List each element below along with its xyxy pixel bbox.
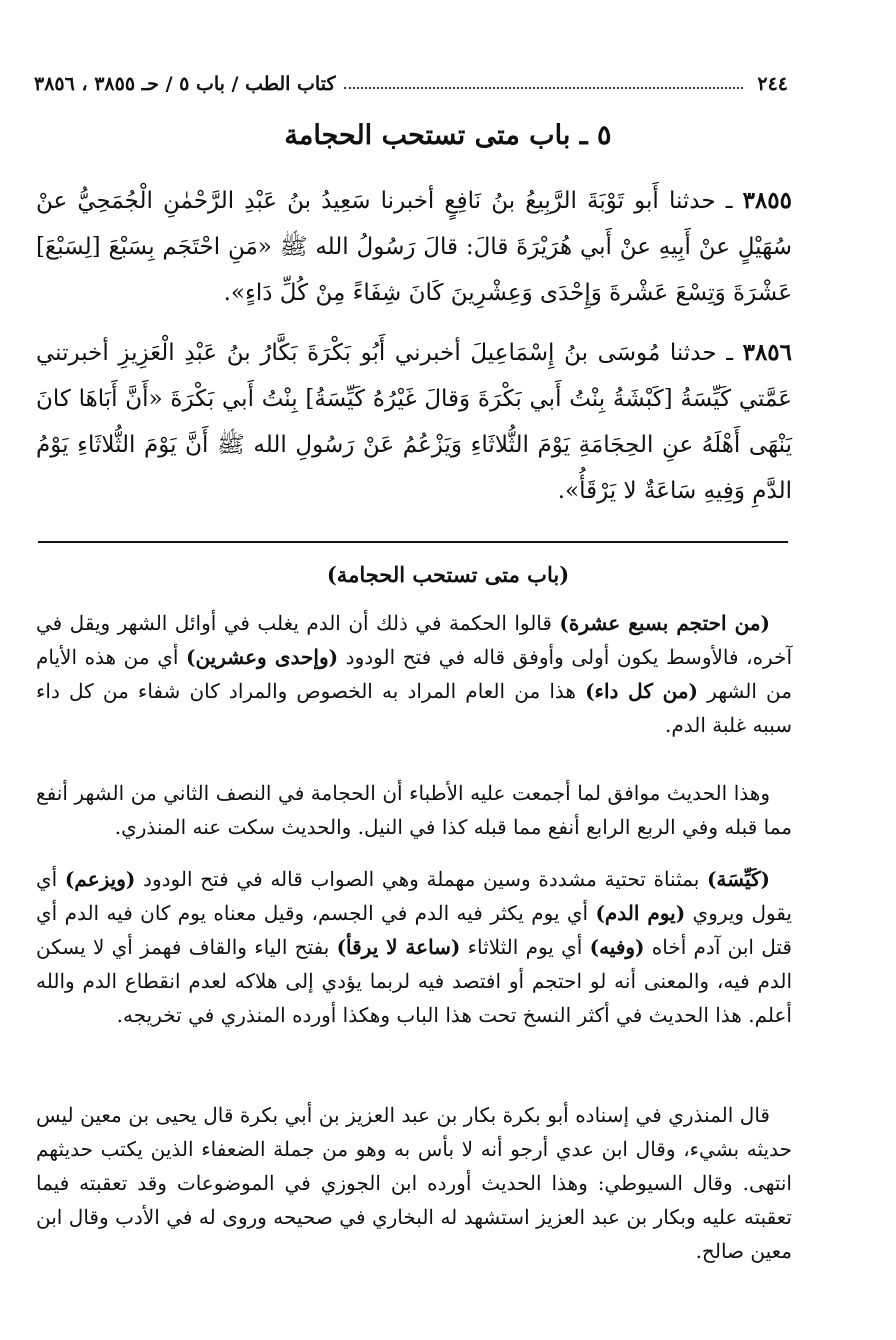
commentary-text: قال المنذري في إسناده أبو بكرة بكار بن عبد العزيز بن أبي بكرة قال يحيى بن معين ليس حديثه بشيء، وقال ابن عدي أرجو أنه لا بأس به وهو من جملة الضعفاء الذين يكتب حديثهم انتهى. وقال السيوطي: وهذا الحديث أورده ابن الجوزي في الموضوعات وقد تعقبته فيما تعقبته عليه وبكار بن عبد العزيز استشهد له البخاري في صحيحه وروى له في الأدب وقال ابن معين صالح. — [36, 1103, 792, 1263]
commentary-term: (من كل داء) — [585, 679, 698, 703]
chapter-title: ٥ ـ باب متى تستحب الحجامة — [284, 120, 612, 151]
commentary-term: (كَيِّسَة) — [706, 867, 771, 891]
commentary-text: بمثناة تحتية مشددة وسين مهملة وهي الصواب قاله في فتح الودود — [135, 867, 707, 891]
commentary-text: أي يقول ويروي — [36, 867, 792, 925]
commentary-term: (ويزعم) — [64, 867, 136, 891]
commentary-text: وهذا الحديث موافق لما أجمعت عليه الأطباء أن الحجامة في النصف الثاني من الشهر أنفع مما قبله وفي الربع الرابع أنفع مما قبله كذا في النيل. والحديث سكت عنه المنذري. — [36, 781, 792, 839]
leader-dots — [344, 87, 744, 89]
commentary-text: هذا من العام المراد به الخصوص والمراد كان شفاء من كل داء سببه غلبة الدم. — [36, 679, 792, 737]
commentary-paragraph — [36, 606, 792, 742]
running-header — [34, 66, 788, 102]
commentary-term: (ساعة لا يرقأ) — [336, 935, 461, 959]
hadith-number: ٣٨٥٦ — [742, 339, 793, 366]
hadith-number: ٣٨٥٥ — [742, 187, 792, 214]
commentary-text: قالوا الحكمة في ذلك أن الدم يغلب في أوائل الشهر ويقل في آخره، فالأوسط يكون أولى وأوفق قاله في فتح الودود — [36, 611, 793, 669]
hadith-text: ـ حدثنا أَبو تَوْبَةَ الرَّبِيعُ بنُ نَافِعٍ أخبرنا سَعِيدُ بنُ عَبْدِ الرَّحْمٰنِ الْجُمَحِيُّ عنْ سُهَيْلٍ عنْ أَبِيهِ عنْ أَبي هُرَيْرَةَ قالَ: قالَ رَسُولُ الله ﷺ «مَنِ احْتَجَم بِسَبْعَ [لِسَبْعَ] عَشْرَةَ وَتِسْعَ عَشْرةَ وَإِحْدَى وَعِشْرِينَ كَانَ شِفَاءً مِنْ كُلِّ دَاءٍ». — [36, 188, 792, 306]
commentary-heading: (باب متى تستحب الحجامة) — [326, 562, 570, 587]
footnote-separator — [38, 541, 788, 543]
commentary-term: (وفيه) — [589, 935, 645, 959]
book-reference: كتاب الطب / باب ٥ / حـ ٣٨٥٥ ، ٣٨٥٦ — [34, 73, 336, 95]
commentary-text: بفتح الياء والقاف فهمز أي لا يسكن الدم فيه، والمعنى أنه لو احتجم أو افتصد فيه لربما يؤدي إلى هلاكه لعدم انقطاع الدم والله أعلم. هذا الحديث في أكثر النسخ تحت هذا الباب وهكذا أورده المنذري في تخريجه. — [36, 935, 792, 1027]
commentary-paragraph — [36, 776, 792, 844]
hadith-entry — [36, 178, 792, 316]
commentary-term: (من احتجم بسبع عشرة) — [559, 611, 770, 635]
commentary-text: أي يوم الثلاثاء — [460, 935, 590, 959]
commentary-text: أي من هذه الأيام من الشهر — [36, 645, 792, 703]
page-number: ٢٤٤ — [757, 73, 788, 95]
commentary-term: (يوم الدم) — [595, 901, 686, 925]
hadith-text: ـ حدثنا مُوسَى بنُ إِسْمَاعِيلَ أخبرني أَبُو بَكْرَةَ بَكَّارُ بنُ عَبْدِ الْعَزِيزِ أخبرتني عَمَّتي كَيِّسَةُ [كَبْشَةُ بِنْتُ أَبي بَكْرَةَ وَقالَ غَيْرُهُ كَيِّسَةُ] بِنْتُ أَبي بَكْرَةَ «أَنَّ أَبَاهَا كانَ يَنْهَى أَهْلَهُ عنِ الحِجَامَةِ يَوْمَ الثُّلاثَاءِ وَيَزْعُمُ عَنْ رَسُولِ الله ﷺ أَنَّ يَوْمَ الثُّلاثَاءِ يَوْمُ الدَّمِ وَفِيهِ سَاعَةٌ لا يَرْقَأُ». — [36, 340, 792, 504]
commentary-paragraph — [36, 1098, 792, 1268]
commentary-paragraph — [36, 862, 792, 1032]
commentary-text: أي يوم يكثر فيه الدم في الجسم، وقيل معناه يوم كان فيه الدم أي قتل ابن آدم أخاه — [36, 901, 792, 959]
commentary-term: (وإحدى وعشرين) — [185, 645, 339, 669]
hadith-entry — [36, 330, 792, 514]
